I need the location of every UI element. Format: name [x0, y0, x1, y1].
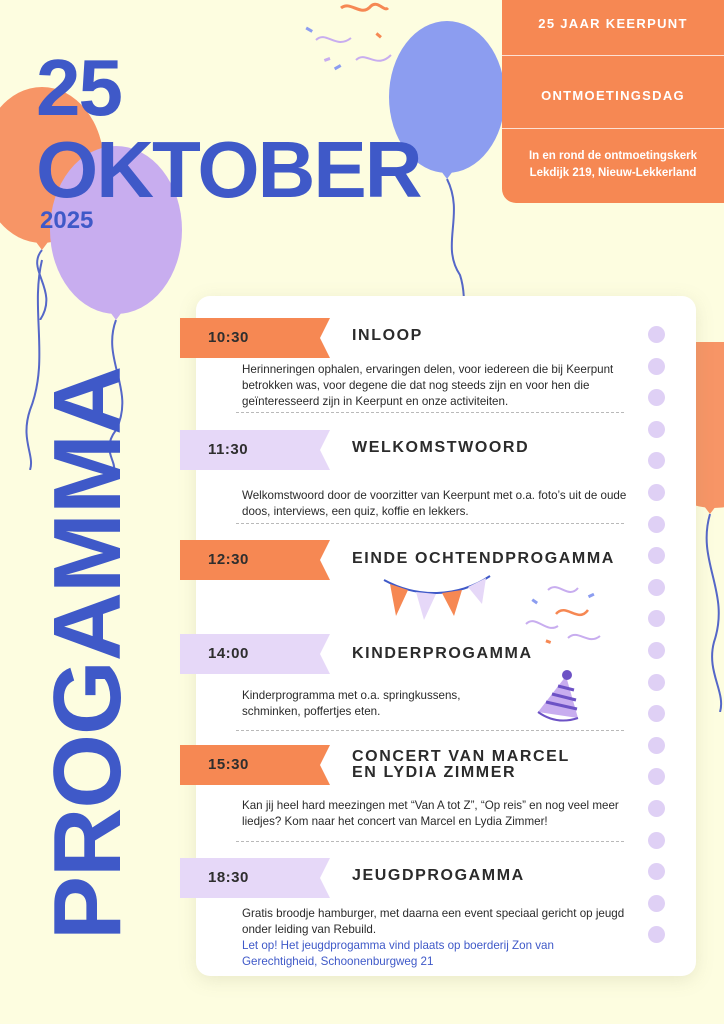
- event-description: Kinderprogramma met o.a. springkussens, schminken, poffertjes eten.: [242, 689, 461, 718]
- event-description: [242, 906, 628, 970]
- time-tab: [180, 745, 330, 785]
- location-line-1: In en rond de ontmoetingskerk: [528, 150, 698, 162]
- time-label: 18:30: [208, 869, 249, 886]
- event-description-text: Gratis broodje hamburger, met daarna een event speciaal gericht op jeugd onder leiding van Rebuild.: [242, 907, 625, 936]
- date-year: 2025: [40, 207, 94, 234]
- event-title-line-1: CONCERT VAN MARCEL: [352, 748, 570, 765]
- divider: [236, 412, 624, 413]
- time-tab: [180, 634, 330, 674]
- event-title-line-2: EN LYDIA ZIMMER: [352, 764, 517, 781]
- binder-hole: [648, 800, 665, 817]
- event-description: Kan jij heel hard meezingen met “Van A tot Z”, “Op reis” en nog veel meer liedjes? Kom naar het concert van Marcel en Lydia Zimmer!: [242, 799, 619, 828]
- bunting-icon: [382, 572, 492, 624]
- time-tab: [180, 318, 330, 358]
- time-label: 12:30: [208, 551, 249, 568]
- divider: [236, 730, 624, 731]
- info-box: [502, 0, 724, 203]
- party-hat-icon: [534, 668, 584, 724]
- anniversary-label: 25 JAAR KEERPUNT: [538, 16, 688, 31]
- vertical-title: PROGAMMA: [34, 366, 141, 940]
- event-description: Herinneringen ophalen, ervaringen delen, voor iedereen die bij Keerpunt betrokken was, voor degene die dat nog steeds zijn en voor hen die geïnteresseerd zijn in Keerpunt en onze activiteiten.: [242, 363, 614, 408]
- time-tab: [180, 430, 330, 470]
- event-title: JEUGDPROGAMMA: [352, 867, 525, 884]
- time-tab: [180, 858, 330, 898]
- event-description: Welkomstwoord door de voorzitter van Keerpunt met o.a. foto’s uit de oude doos, interviews, een quiz, koffie en lekkers.: [242, 489, 627, 518]
- divider: [236, 523, 624, 524]
- event-name: ONTMOETINGSDAG: [541, 88, 685, 103]
- date-day: 25: [36, 43, 121, 132]
- time-label: 14:00: [208, 645, 249, 662]
- divider: [502, 128, 724, 129]
- location: [502, 148, 724, 182]
- binder-hole: [648, 674, 665, 691]
- event-title: INLOOP: [352, 327, 423, 344]
- event-title: WELKOMSTWOORD: [352, 439, 530, 456]
- binder-hole: [648, 895, 665, 912]
- event-note: Let op! Het jeugdprogamma vind plaats op boerderij Zon van Gerechtigheid, Schoonenburgweg 21: [242, 939, 554, 968]
- divider: [502, 55, 724, 56]
- time-tab: [180, 540, 330, 580]
- location-line-2: Lekdijk 219, Nieuw-Lekkerland: [529, 167, 697, 179]
- time-label: 11:30: [208, 441, 249, 458]
- binder-hole: [648, 358, 665, 375]
- binder-hole: [648, 832, 665, 849]
- binder-hole: [648, 737, 665, 754]
- binder-hole: [648, 484, 665, 501]
- confetti-icon: [518, 580, 608, 650]
- event-title: KINDERPROGAMMA: [352, 645, 533, 662]
- event-title: [352, 749, 612, 781]
- time-label: 15:30: [208, 756, 249, 773]
- binder-hole: [648, 326, 665, 343]
- binder-hole: [648, 642, 665, 659]
- binder-hole: [648, 516, 665, 533]
- binder-hole: [648, 421, 665, 438]
- event-title: EINDE OCHTENDPROGAMMA: [352, 550, 615, 567]
- date-month: OKTOBER: [36, 125, 421, 214]
- confetti-top-icon: [296, 0, 396, 80]
- binder-hole: [648, 579, 665, 596]
- divider: [236, 841, 624, 842]
- time-label: 10:30: [208, 329, 249, 346]
